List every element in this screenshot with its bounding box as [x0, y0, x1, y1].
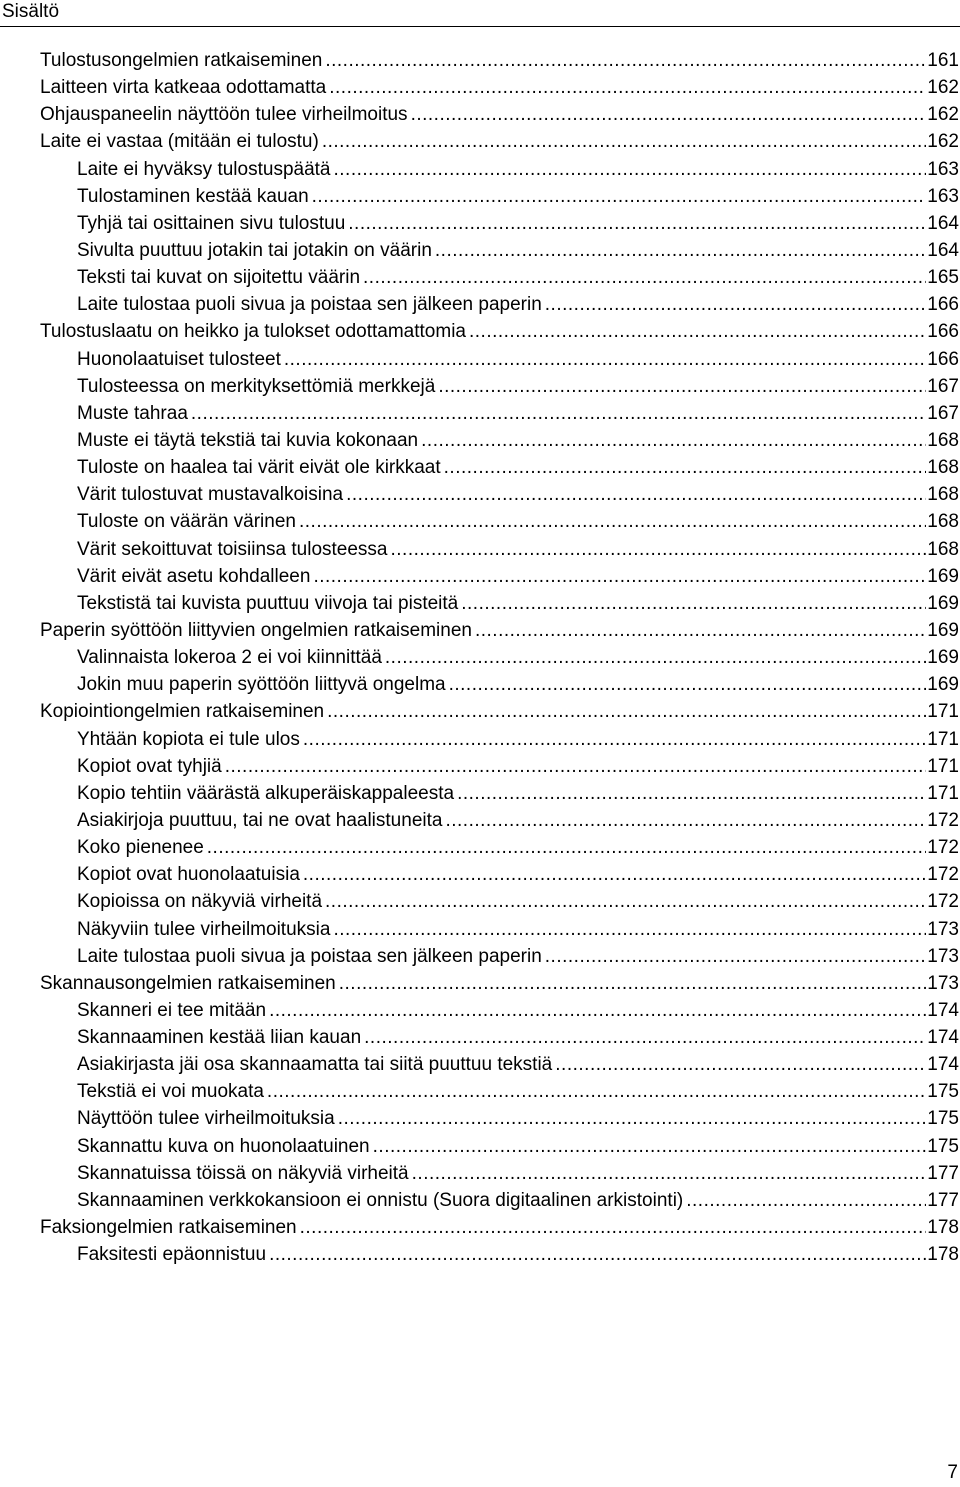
toc-dot-leader	[207, 834, 927, 861]
toc-dot-leader	[329, 74, 926, 101]
toc-entry-title: Laitteen virta katkeaa odottamatta	[40, 77, 327, 99]
toc-dot-leader	[225, 753, 927, 780]
toc-entry-page: 166	[927, 348, 959, 370]
toc-dot-leader	[269, 1241, 926, 1268]
toc-entry[interactable]	[40, 1133, 959, 1160]
toc-entry-title: Kopioissa on näkyviä virheitä	[77, 891, 323, 913]
table-of-contents	[40, 47, 959, 1268]
toc-entry-title: Skannaaminen kestää liian kauan	[77, 1027, 362, 1049]
toc-entry[interactable]	[40, 644, 959, 671]
toc-dot-leader	[545, 291, 927, 318]
toc-entry[interactable]	[40, 264, 959, 291]
toc-entry-page: 161	[927, 50, 959, 71]
toc-entry-page: 178	[927, 1217, 959, 1239]
toc-dot-leader	[435, 237, 926, 264]
toc-dot-leader	[346, 481, 926, 508]
page-header-title: Sisältö	[2, 1, 60, 22]
toc-entry[interactable]	[40, 47, 959, 74]
toc-entry-title: Kopiot ovat tyhjiä	[77, 755, 222, 777]
toc-entry[interactable]	[40, 834, 959, 861]
toc-dot-leader	[545, 943, 927, 970]
toc-dot-leader	[303, 861, 926, 888]
toc-entry-page: 177	[927, 1189, 959, 1211]
toc-dot-leader	[438, 373, 926, 400]
toc-entry[interactable]	[40, 373, 959, 400]
toc-entry[interactable]	[40, 101, 959, 128]
toc-dot-leader	[267, 1078, 926, 1105]
toc-entry-title: Värit eivät asetu kohdalleen	[77, 565, 311, 587]
toc-dot-leader	[444, 454, 927, 481]
toc-entry-page: 172	[927, 891, 959, 913]
toc-entry[interactable]	[40, 346, 959, 373]
toc-dot-leader	[457, 780, 926, 807]
toc-entry-title: Faksitesti epäonnistuu	[77, 1244, 267, 1266]
toc-entry[interactable]	[40, 726, 959, 753]
toc-entry[interactable]	[40, 156, 959, 183]
toc-entry-title: Tekstiä ei voi muokata	[77, 1081, 264, 1103]
toc-entry-title: Kopiot ovat huonolaatuisia	[77, 864, 300, 886]
toc-entry-title: Teksti tai kuvat on sijoitettu väärin	[77, 267, 361, 289]
toc-dot-leader	[322, 128, 926, 155]
toc-entry[interactable]	[40, 970, 959, 997]
toc-entry-title: Kopio tehtiin väärästä alkuperäiskappaleesta	[77, 782, 455, 804]
toc-entry-title: Skannausongelmien ratkaiseminen	[40, 972, 336, 994]
toc-dot-leader	[338, 1105, 927, 1132]
toc-entry-title: Sivulta puuttuu jotakin tai jotakin on väärin	[77, 239, 432, 261]
toc-entry-title: Jokin muu paperin syöttöön liittyvä ongelma	[77, 674, 446, 696]
toc-dot-leader	[333, 916, 926, 943]
toc-entry[interactable]	[40, 1105, 959, 1132]
toc-dot-leader	[449, 671, 927, 698]
toc-entry-page: 171	[927, 782, 959, 804]
toc-entry[interactable]	[40, 427, 959, 454]
toc-entry-title: Skanneri ei tee mitään	[77, 999, 267, 1021]
toc-dot-leader	[364, 1024, 926, 1051]
toc-dot-leader	[363, 264, 926, 291]
toc-entry-page: 168	[927, 511, 959, 533]
toc-entry[interactable]	[40, 183, 959, 210]
toc-dot-leader	[469, 318, 926, 345]
toc-entry-title: Laite ei vastaa (mitään ei tulostu)	[40, 131, 319, 153]
toc-entry-title: Tuloste on väärän värinen	[77, 511, 296, 533]
toc-entry-page: 164	[927, 212, 959, 234]
toc-entry-title: Skannattu kuva on huonolaatuinen	[77, 1135, 370, 1157]
toc-entry[interactable]	[40, 318, 959, 345]
toc-entry-page: 168	[927, 457, 959, 479]
toc-entry-title: Paperin syöttöön liittyvien ongelmien ratkaiseminen	[40, 619, 472, 641]
toc-dot-leader	[391, 536, 927, 563]
toc-entry-title: Tulostusongelmien ratkaiseminen	[40, 50, 323, 71]
toc-entry-page: 174	[927, 1054, 959, 1076]
toc-entry[interactable]	[40, 671, 959, 698]
toc-dot-leader	[284, 346, 926, 373]
toc-dot-leader	[555, 1051, 926, 1078]
toc-entry[interactable]	[40, 861, 959, 888]
toc-dot-leader	[348, 210, 926, 237]
toc-entry[interactable]	[40, 210, 959, 237]
toc-entry-page: 163	[927, 185, 959, 207]
toc-dot-leader	[686, 1187, 926, 1214]
toc-entry-title: Näyttöön tulee virheilmoituksia	[77, 1108, 335, 1130]
toc-entry-page: 177	[927, 1162, 959, 1184]
toc-dot-leader	[339, 970, 927, 997]
toc-entry-title: Valinnaista lokeroa 2 ei voi kiinnittää	[77, 647, 382, 669]
toc-entry-title: Skannaaminen verkkokansioon ei onnistu (Suora digitaalinen arkistointi)	[77, 1189, 684, 1211]
toc-dot-leader	[334, 156, 927, 183]
toc-dot-leader	[312, 183, 927, 210]
toc-entry-page: 168	[927, 538, 959, 560]
toc-entry[interactable]	[40, 536, 959, 563]
toc-entry-page: 167	[927, 375, 959, 397]
toc-entry-page: 171	[927, 701, 959, 723]
toc-entry-page: 165	[927, 267, 959, 289]
toc-entry[interactable]	[40, 74, 959, 101]
toc-entry-title: Tulostaminen kestää kauan	[77, 185, 309, 207]
toc-entry[interactable]	[40, 508, 959, 535]
toc-entry[interactable]	[40, 1024, 959, 1051]
toc-entry[interactable]	[40, 481, 959, 508]
toc-entry-title: Huonolaatuiset tulosteet	[77, 348, 281, 370]
toc-entry-page: 169	[927, 619, 959, 641]
toc-entry[interactable]	[40, 807, 959, 834]
toc-entry[interactable]	[40, 780, 959, 807]
toc-dot-leader	[313, 563, 926, 590]
toc-entry[interactable]	[40, 291, 959, 318]
toc-entry-page: 172	[927, 864, 959, 886]
toc-entry-page: 174	[927, 999, 959, 1021]
toc-entry-title: Ohjauspaneelin näyttöön tulee virheilmoitus	[40, 104, 408, 126]
toc-entry-title: Tekstistä tai kuvista puuttuu viivoja tai pisteitä	[77, 592, 459, 614]
toc-entry[interactable]	[40, 997, 959, 1024]
toc-entry[interactable]	[40, 916, 959, 943]
toc-entry[interactable]	[40, 590, 959, 617]
toc-dot-leader	[385, 644, 926, 671]
toc-entry-page: 172	[927, 837, 959, 859]
toc-dot-leader	[327, 698, 926, 725]
toc-entry-page: 174	[927, 1027, 959, 1049]
toc-entry-page: 171	[927, 755, 959, 777]
toc-entry[interactable]	[40, 563, 959, 590]
toc-entry-title: Kopiointiongelmien ratkaiseminen	[40, 701, 325, 723]
toc-dot-leader	[269, 997, 926, 1024]
toc-entry[interactable]	[40, 888, 959, 915]
toc-entry[interactable]	[40, 698, 959, 725]
toc-entry-page: 171	[927, 728, 959, 750]
toc-entry-title: Laite tulostaa puoli sivua ja poistaa sen jälkeen paperin	[77, 294, 542, 316]
toc-entry-page: 175	[927, 1081, 959, 1103]
toc-entry-page: 162	[927, 131, 959, 153]
toc-entry-page: 178	[927, 1244, 959, 1266]
toc-entry-page: 168	[927, 484, 959, 506]
toc-entry-title: Laite ei hyväksy tulostuspäätä	[77, 158, 331, 180]
toc-dot-leader	[299, 508, 926, 535]
toc-entry-page: 169	[927, 565, 959, 587]
toc-entry-title: Faksiongelmien ratkaiseminen	[40, 1217, 297, 1239]
toc-dot-leader	[325, 47, 926, 74]
toc-entry[interactable]	[40, 454, 959, 481]
toc-entry-page: 172	[927, 809, 959, 831]
toc-entry-title: Asiakirjasta jäi osa skannaamatta tai siitä puuttuu tekstiä	[77, 1054, 553, 1076]
toc-entry-page: 169	[927, 592, 959, 614]
toc-entry[interactable]	[40, 1214, 959, 1241]
toc-entry-title: Laite tulostaa puoli sivua ja poistaa sen jälkeen paperin	[77, 945, 542, 967]
toc-entry-page: 162	[927, 104, 959, 126]
toc-entry-page: 169	[927, 674, 959, 696]
toc-entry-page: 173	[927, 972, 959, 994]
toc-entry[interactable]	[40, 1160, 959, 1187]
toc-entry-title: Näkyviin tulee virheilmoituksia	[77, 918, 331, 940]
toc-entry-page: 162	[927, 77, 959, 99]
toc-dot-leader	[445, 807, 926, 834]
toc-entry-title: Värit tulostuvat mustavalkoisina	[77, 484, 344, 506]
toc-entry-title: Skannatuissa töissä on näkyviä virheitä	[77, 1162, 409, 1184]
toc-entry[interactable]	[40, 753, 959, 780]
toc-entry-page: 175	[927, 1135, 959, 1157]
toc-entry-page: 166	[927, 321, 959, 343]
toc-dot-leader	[325, 888, 926, 915]
toc-entry[interactable]	[40, 1187, 959, 1214]
toc-entry[interactable]	[40, 617, 959, 644]
toc-entry-title: Tulostuslaatu on heikko ja tulokset odottamattomia	[40, 321, 466, 343]
toc-entry-title: Asiakirjoja puuttuu, tai ne ovat haalistuneita	[77, 809, 443, 831]
page-header	[0, 0, 960, 27]
toc-entry-title: Muste ei täytä tekstiä tai kuvia kokonaan	[77, 429, 419, 451]
toc-entry-page: 163	[927, 158, 959, 180]
toc-entry-title: Tuloste on haalea tai värit eivät ole kirkkaat	[77, 457, 441, 479]
toc-entry[interactable]	[40, 1078, 959, 1105]
toc-entry-title: Tyhjä tai osittainen sivu tulostuu	[77, 212, 346, 234]
toc-entry-page: 173	[927, 918, 959, 940]
toc-entry[interactable]	[40, 943, 959, 970]
toc-dot-leader	[475, 617, 926, 644]
toc-entry-page: 173	[927, 945, 959, 967]
toc-entry-title: Muste tahraa	[77, 402, 188, 424]
toc-dot-leader	[461, 590, 926, 617]
toc-dot-leader	[412, 1160, 927, 1187]
toc-dot-leader	[191, 400, 926, 427]
toc-entry[interactable]	[40, 1051, 959, 1078]
toc-entry-page: 164	[927, 239, 959, 261]
toc-entry-title: Yhtään kopiota ei tule ulos	[77, 728, 300, 750]
toc-dot-leader	[421, 427, 926, 454]
toc-dot-leader	[303, 726, 926, 753]
toc-entry-page: 167	[927, 402, 959, 424]
toc-dot-leader	[300, 1214, 927, 1241]
toc-entry[interactable]	[40, 400, 959, 427]
toc-entry-title: Koko pienenee	[77, 837, 204, 859]
toc-entry[interactable]	[40, 128, 959, 155]
toc-entry-page: 169	[927, 647, 959, 669]
toc-dot-leader	[373, 1133, 927, 1160]
toc-entry-title: Värit sekoittuvat toisiinsa tulosteessa	[77, 538, 388, 560]
toc-entry-page: 168	[927, 429, 959, 451]
toc-entry[interactable]	[40, 1241, 959, 1268]
page-number: 7	[947, 1462, 958, 1483]
toc-entry[interactable]	[40, 237, 959, 264]
toc-entry-title: Tulosteessa on merkityksettömiä merkkejä	[77, 375, 436, 397]
toc-entry-page: 175	[927, 1108, 959, 1130]
toc-dot-leader	[411, 101, 927, 128]
toc-entry-page: 166	[927, 294, 959, 316]
